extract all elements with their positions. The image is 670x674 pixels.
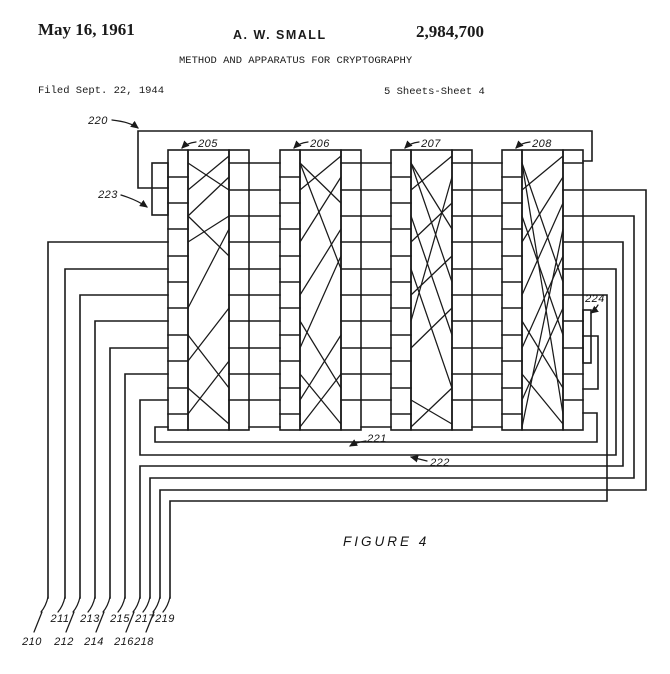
lead-wire [80, 295, 168, 598]
rotor-label-arrow [516, 142, 530, 148]
lead-label: 213 [80, 613, 100, 625]
rotor-scramble-wire [411, 308, 452, 348]
rotor-scramble-wire [188, 177, 229, 216]
rotor-scramble-wire [188, 308, 229, 361]
lead-label: 219 [155, 613, 175, 625]
lead-tail [41, 597, 48, 612]
callout-leader-arrow [112, 120, 138, 128]
rotor-scramble-wire [300, 163, 341, 269]
rotor-208 [502, 138, 583, 430]
rotor-scramble-wire [411, 256, 452, 295]
rotor-scramble-wire [300, 163, 341, 203]
lead-label: 216 [114, 636, 134, 648]
callout-leader-arrow [121, 195, 147, 207]
lead-tail [103, 597, 110, 612]
lead-215 [109, 374, 168, 625]
rotor-scramble-wire [522, 163, 563, 282]
rotor-206 [280, 138, 361, 430]
rotor-205 [168, 138, 249, 430]
rotor-scramble-wire [522, 163, 563, 414]
lead-wire [95, 321, 168, 598]
lead-wire [170, 295, 607, 598]
rotor-label: 207 [421, 138, 441, 150]
lead-217 [134, 216, 634, 625]
lead-218 [133, 190, 646, 648]
rotor-label: 206 [310, 138, 330, 150]
rotor-scramble-wire [188, 163, 229, 190]
lead-tail [88, 597, 95, 612]
callout-leader-arrow [411, 457, 427, 461]
rotor-scramble-wire [188, 216, 229, 242]
callout-label: 221 [367, 433, 387, 445]
callout-label: 222 [430, 457, 450, 469]
rotor-scramble-wire [300, 177, 341, 242]
filed-date: Filed Sept. 22, 1944 [38, 85, 165, 97]
rotor-scramble-wire [411, 177, 452, 321]
rotor-scramble-wire [300, 256, 341, 348]
lead-tail [73, 597, 80, 612]
rotor-scramble-wire [522, 177, 563, 242]
rotor-scramble-wire [300, 229, 341, 295]
left-contact-tab-223 [152, 163, 168, 215]
rotor-label: 208 [532, 138, 552, 150]
patent-title: METHOD AND APPARATUS FOR CRYPTOGRAPHY [179, 55, 413, 67]
rotor-scramble-wire [188, 335, 229, 388]
callout-222 [411, 457, 450, 469]
drawing-lines [21, 115, 646, 648]
patent-number: 2,984,700 [416, 22, 484, 41]
rotor-scramble-wire [188, 229, 229, 308]
lead-tail [133, 597, 140, 612]
lead-tail [143, 597, 150, 612]
lead-label: 218 [134, 636, 154, 648]
callout-leader-arrow [591, 305, 598, 313]
sheet-number: 5 Sheets-Sheet 4 [384, 86, 485, 98]
rotor-scramble-wire [522, 308, 563, 400]
rotor-scramble-wire [522, 229, 563, 427]
callout-label: 224 [585, 293, 605, 305]
figure-caption: FIGURE 4 [343, 534, 430, 549]
lead-label-leader [34, 612, 42, 632]
rotor-scramble-wire [411, 203, 452, 242]
lead-label: 210 [22, 636, 42, 648]
rotor-label: 205 [198, 138, 218, 150]
rotor-scramble-wire [300, 335, 341, 400]
rotor-label-arrow [182, 142, 196, 148]
lead-tail [163, 597, 170, 612]
rotor-scramble-wire [522, 156, 563, 190]
patent-date: May 16, 1961 [38, 20, 135, 39]
rotor-scramble-wire [300, 321, 341, 388]
rotor-scramble-wire [522, 256, 563, 348]
lead-label: 212 [54, 636, 74, 648]
lead-label: 214 [84, 636, 104, 648]
lead-label: 215 [110, 613, 130, 625]
rotor-scramble-wire [522, 216, 563, 335]
callout-221 [350, 433, 387, 446]
lead-label: 211 [50, 613, 70, 625]
rotor-label-arrow [405, 142, 419, 148]
callout-220 [87, 115, 138, 128]
rotor-scramble-wire [522, 203, 563, 295]
callout-223 [97, 189, 147, 207]
lead-wire [125, 374, 168, 598]
lead-216 [113, 242, 623, 648]
callout-label: 223 [98, 189, 118, 201]
rotor-scramble-wire [411, 388, 452, 427]
inventor-name: A. W. SMALL [233, 28, 327, 42]
callout-label: 220 [88, 115, 108, 127]
lead-tail [153, 597, 160, 612]
rotor-scramble-wire [188, 216, 229, 256]
rotor-scramble-wire [188, 156, 229, 190]
lead-tail [118, 597, 125, 612]
lead-label: 217 [135, 613, 155, 625]
lead-213 [79, 321, 168, 625]
rotor-label-arrow [294, 142, 308, 148]
lead-tail [58, 597, 65, 612]
rotor-scramble-wire [300, 156, 341, 190]
rotor-207 [391, 138, 472, 430]
